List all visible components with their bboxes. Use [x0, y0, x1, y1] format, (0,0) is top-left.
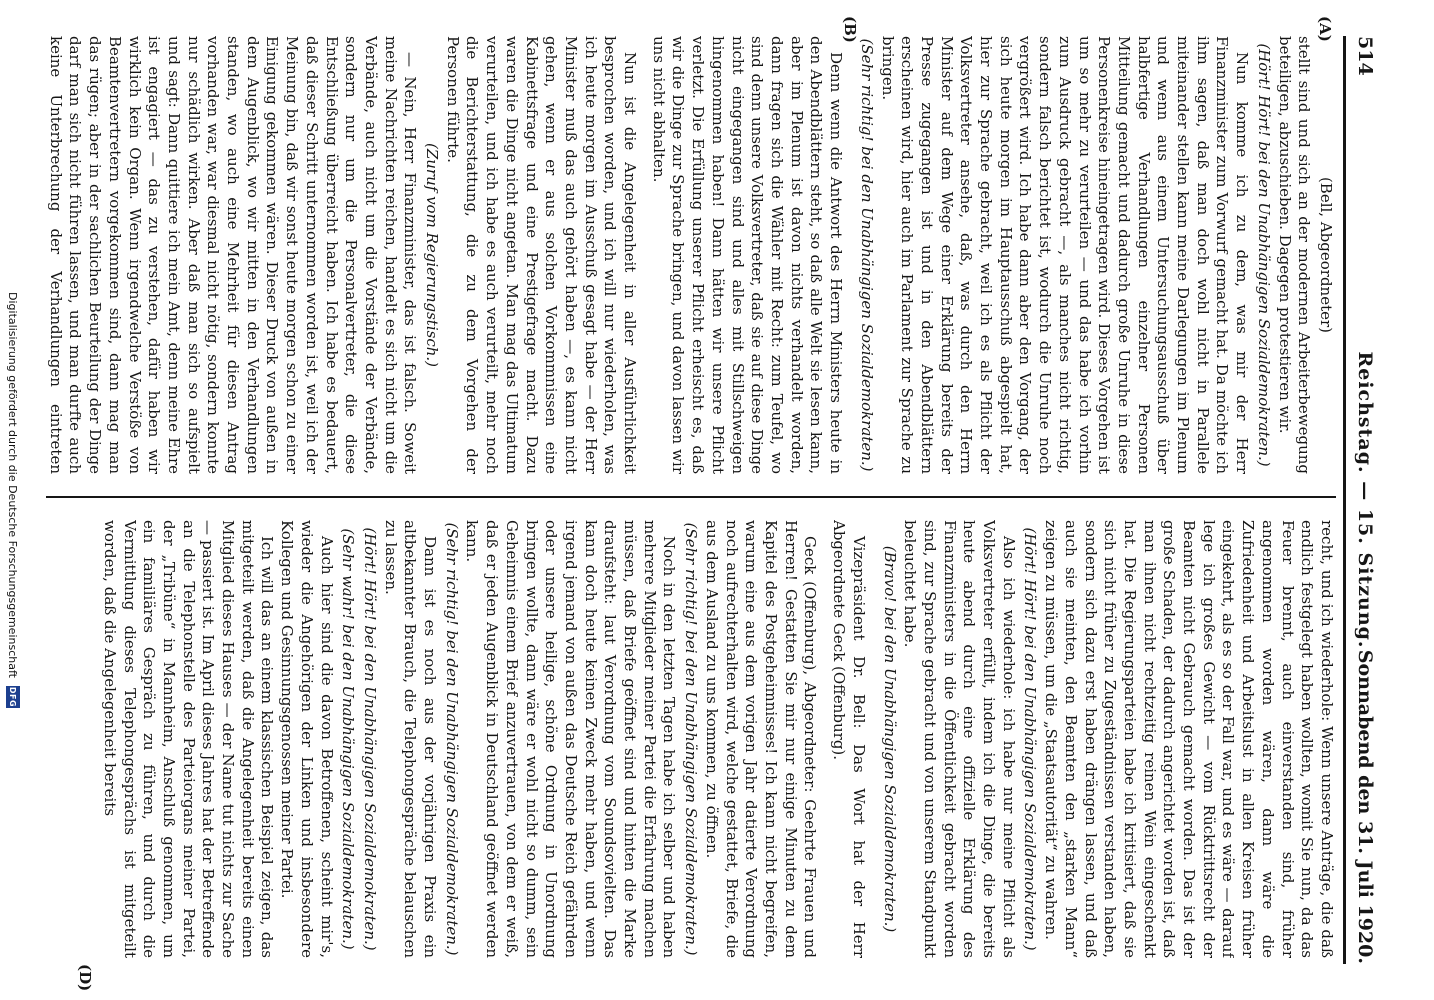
interjection: (Sehr richtig! bei den Unabhängigen Sozialdemokraten.): [442, 522, 461, 956]
digitization-footer: [0, 0, 26, 1000]
page-header: [1343, 36, 1380, 964]
column-divider: [46, 496, 1336, 498]
right-column: [46, 520, 1336, 958]
interjection: (Bravo! bei den Unabhängigen Sozialdemokraten.): [880, 545, 899, 933]
paragraph: Ich will das an einem klassischen Beispiel zeigen, das mitgeteilt werden, daß die Angelegenheit bereits einen Mitglied dieses Hauses — der Name tut nichts zur Sache — passiert ist. Im April dieses Jahres hat der Betreffende an die Telephonstelle des Parteiorgans meiner Partei, der „Tribüne“ in Mannheim, Anschluß genommen, um ein familiäres Gespräch zu führen, und durch die Vermittlung dieses Telephongesprächs ist mitgeteilt worden, daß die Angelegenheit bereits: [100, 520, 277, 958]
paragraph: Denn wenn die Antwort des Herrn Ministers heute in den Abendblättern steht, so daß alle Welt sie lesen kann, aber im Plenum ist davon nichts verhandelt worden, dann fragen sich die Wähler mit Recht: zum Teufel, wo sind denn unsere Volksvertreter, daß sie auf diese Dinge nicht eingegangen sind und alles mit Stillschweigen hingenommen haben! Dann hätten wir unsere Pflicht verletzt. Die Erfüllung unserer Pflicht erheischt es, daß wir die Dinge zur Sprache bringen, und davon lassen wir uns nicht abhalten.: [649, 36, 846, 474]
paragraph: Nun ist die Angelegenheit in aller Ausführlichkeit besprochen worden, und ich will nur wiederholen, was ich heute morgen im Ausschuß gesagt habe — der Herr Minister muß das auch gehört haben —, es kann nicht gehen, wenn er aus solchen Vorkommnissen eine Kabinettsfrage und eine Prestigefrage macht. Dazu waren die Dinge nicht angetan. Man mag das Ultimatum verurteilen, und ich habe es auch verurteilt, mehr noch die Berichterstattung, die zu dem Vorgehen der Personen führte.: [443, 36, 640, 474]
session-date: Sonnabend den 31. Juli 1920.: [1354, 649, 1376, 964]
interjection: (Hört! Hört! bei den Unabhängigen Sozialdemokraten.): [360, 527, 379, 951]
paragraph: Noch in den letzten Tagen habe ich selber und haben mehrere Mitglieder meiner Partei die Erfahrung machen müssen, daß Briefe geöffnet sind und hinten die Marke draufsteht: laut Verordnung vom Soundsovielten. Das kann doch heute keinen Zweck mehr haben, und wenn irgend jemand von außen das Deutsche Reich gefährden oder unsere heilige, schöne Ordnung in Unordnung bringen wollte, dann wäre er wohl nicht so dumm, sein Geheimnis einem Brief anzuvertrauen, von dem er weiß, daß er jeden Augenblick in Deutschland geöffnet werden kann.: [463, 520, 679, 958]
margin-marker-b: (B): [841, 16, 859, 43]
paragraph: Dann ist es noch aus der vorjährigen Praxis ein altbekannter Brauch, die Telephongespräche belauschen zu lassen.: [381, 520, 440, 958]
digitization-note: Digitalisierung gefördert durch die Deutsche Forschungsgemeinschaft: [6, 292, 20, 678]
paragraph: Auch hier sind die davon Betroffenen, scheint mir's, wieder die Angehörigen der Linken und insbesondere Kollegen und Gesinnungsgenossen meiner Partei.: [278, 520, 336, 958]
paragraph: stellt sind und sich an der modernen Arbeiterbewegung beteiligen, abzuschieben. Dagegen protestieren wir.: [1275, 36, 1314, 474]
page-number: 514: [1354, 36, 1376, 76]
paragraph: recht, und ich wiederhole: Wenn unsere Anträge, die daß endlich festgelegt haben wollten, womit Sie nun, da das Feuer brennt, auch einverstanden sind, früher angenommen worden wären, dann wäre die Zufriedenheit und Arbeitslust in allen Kreisen früher eingekehrt, als es so der Fall war, und es wäre — darauf lege ich großes Gewicht — vom Rücktrittsrecht der Beamten nicht Gebrauch gemacht worden. Das ist der große Schaden, der dadurch angerichtet worden ist, daß man ihnen nicht rechtzeitig reinen Wein eingeschenkt hat. Die Regierungsparteien habe ich kritisiert, daß sie sich nicht früher zu Zugeständnissen verstanden haben, sondern sich dazu erst haben drängen lassen, und daß auch sie meinten, den Beamten den „starken Mann“ zeigen zu müssen, um die „Staatsautorität“ zu wahren.: [1042, 520, 1336, 958]
margin-marker-d: (D): [76, 964, 94, 992]
left-column: [46, 36, 1336, 474]
paragraph: Geck (Offenburg), Abgeordneter: Geehrte Frauen und Herren! Gestatten Sie mir nur einige Minuten zu dem Kapitel des Postgeheimnisses! Ich kann nicht begreifen, warum eine aus dem vorigen Jahr datierte Verordnung noch aufrechterhalten wird, welche gestattet, Briefe, die aus dem Ausland zu uns kommen, zu öffnen.: [702, 520, 820, 958]
margin-marker-a: (A): [1316, 16, 1334, 42]
dfg-logo-icon: DFG: [6, 686, 20, 708]
page-title: Reichstag. — 15. Sitzung.: [1354, 351, 1376, 649]
paragraph: Also ich wiederhole: ich habe nur meine Pflicht als Volksvertreter erfüllt, indem ich die Dinge, die bereits heute abend durch eine offizielle Erklärung des Finanzministers in die Öffentlichkeit gebracht worden sind, zur Sprache gebracht und von unserem Standpunkt beleuchtet habe.: [901, 520, 1018, 958]
interjection: (Hört! Hört! bei den Unabhängigen Sozialdemokraten.): [1254, 43, 1273, 467]
interjection: (Zuruf vom Regierungstisch.): [423, 142, 442, 368]
paragraph: — Nein, Herr Finanzminister, das ist falsch. Soweit meine Nachrichten reichen, handelt es sich nicht um die Verbände, auch nicht um die Vorstände der Verbände, sondern nur um die Personalvertreter, die diese Entschließung überreicht haben. Ich habe es bedauert, daß dieser Schritt unternommen worden ist, weil ich der Meinung bin, daß wir sonst heute morgen schon zu einer Einigung gekommen wären. Dieser Druck von außen in dem Augenblick, wo wir mitten in den Verhandlungen standen, wo auch eine Mehrheit für diesen Antrag vorhanden war, war diesmal nicht nötig, sondern konnte nur schädlich wirken. Aber daß man sich so aufspielt und sagt: Dann quittiere ich mein Amt, denn meine Ehre ist engagiert — das zu verstehen, dafür haben wir wirklich kein Organ. Wenn irgendwelche Verstöße von Beamtenvertretern vorgekommen sind, dann mag man das rügen; aber in der sachlichen Beurteilung der Dinge darf man sich nicht führen lassen, und man durfte auch keine Unterbrechung der Verhandlungen eintreten: [46, 36, 420, 474]
interjection: (Sehr wahr! bei den Unabhängigen Sozialdemokraten.): [339, 528, 358, 950]
speaker-head: (Bell, Abgeordneter): [1317, 176, 1335, 334]
interjection: (Sehr richtig! bei den Unabhängigen Sozialdemokraten.): [682, 522, 701, 956]
interjection: (Sehr richtig! bei den Unabhängigen Sozialdemokraten.): [857, 38, 876, 472]
paragraph: Vizepräsident Dr. Bell: Das Wort hat der Herr Abgeordnete Geck (Offenburg).: [830, 520, 868, 958]
interjection: (Hört! Hört! bei den Unabhängigen Sozialdemokraten.): [1021, 527, 1040, 951]
paragraph: Nun komme ich zu dem, was mir der Herr Finanzminister zum Vorwurf gemacht hat. Da möchte ich ihm sagen, daß man doch wohl nicht in Parallele miteinander stellen kann meine Darlegungen im Plenum und wenn aus einem Untersuchungsausschuß über halbfertige Verhandlungen einzelner Personen Mitteilung gemacht und dadurch große Unruhe in diese Personenkreise hineingetragen wird. Dieses Vorgehen ist um so mehr zu verurteilen — und das habe ich vorhin zum Ausdruck gebracht —, als manches nicht richtig, sondern falsch berichtet ist, wodurch die Unruhe noch vergrößert wird. Ich habe dann aber den Vorgang, der sich heute morgen im Hauptausschuß abgespielt hat, hier zur Sprache gebracht, weil ich es als Pflicht der Volksvertreter ansehe, daß, was durch den Herrn Minister auf dem Wege einer Erklärung bereits der Presse zugegangen ist und in den Abendblättern erscheinen wird, hier auch im Parlament zur Sprache zu bringen.: [878, 36, 1252, 474]
